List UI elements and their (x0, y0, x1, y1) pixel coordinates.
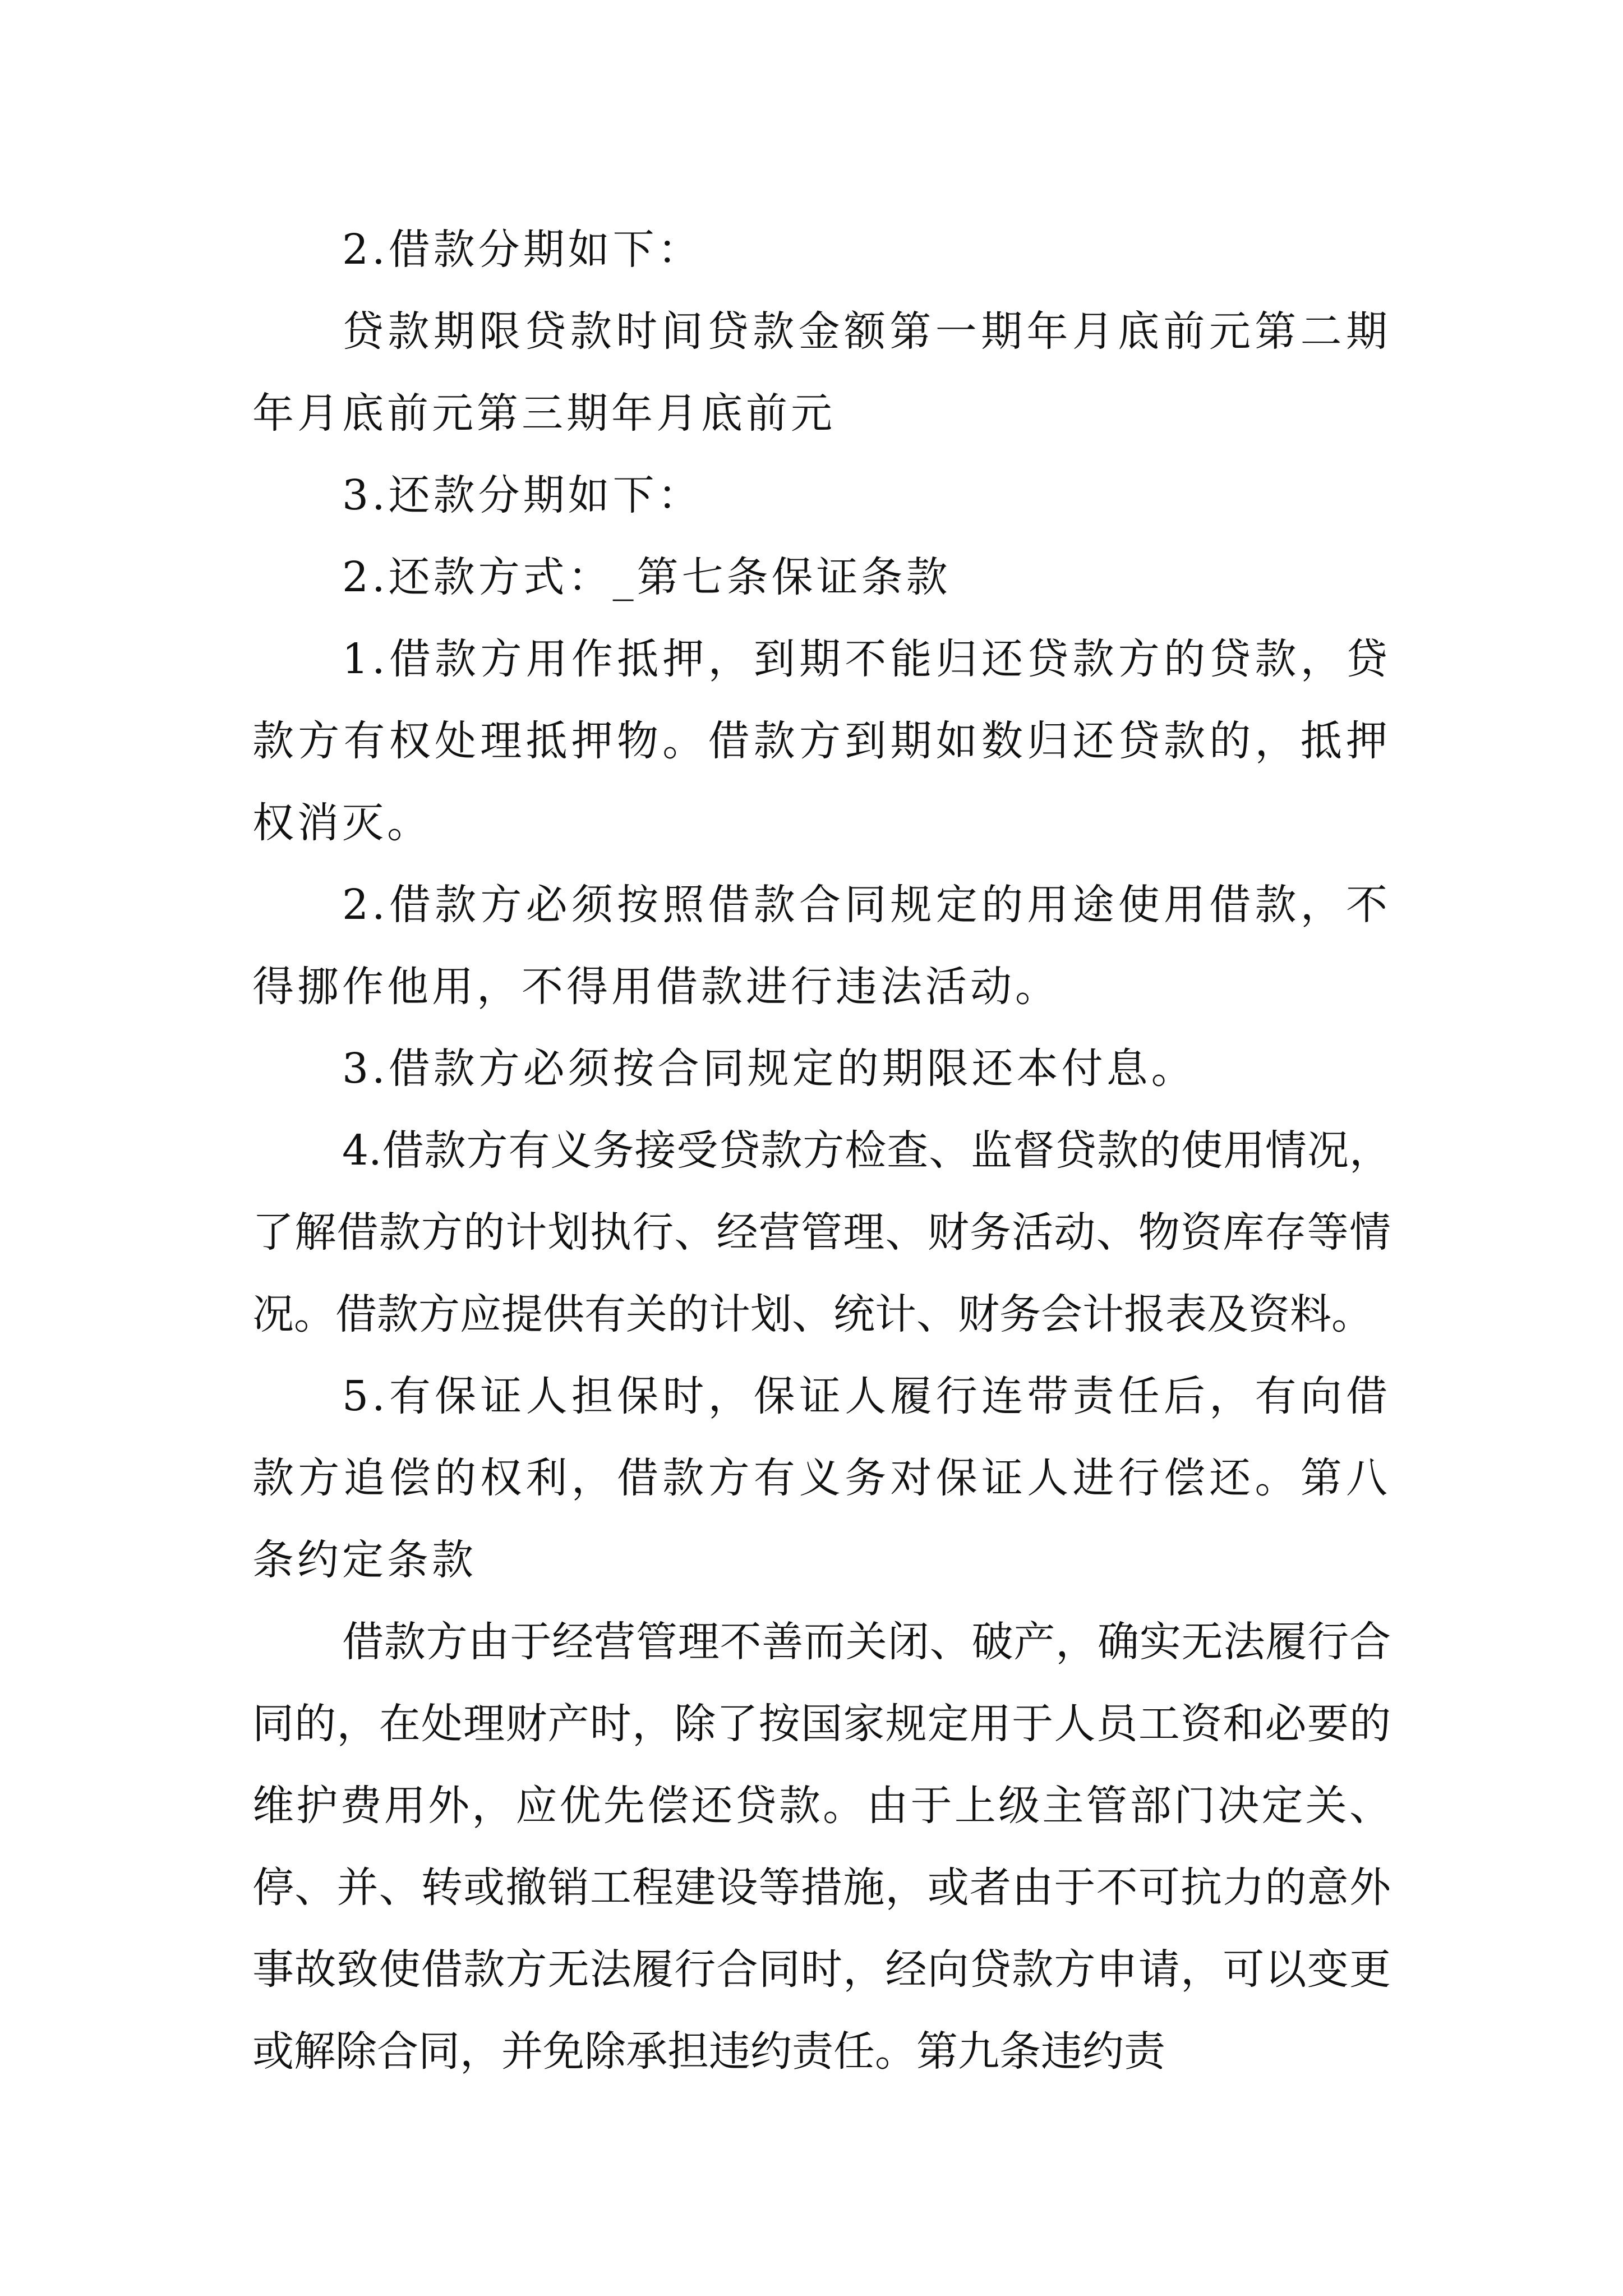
paragraph-guarantee-clause-5: 5.有保证人担保时，保证人履行连带责任后，有向借款方追偿的权利，借款方有义务对保证人进行偿还。第八条约定条款 (252, 1372, 1391, 1584)
paragraph-agreed-terms: 借款方由于经营管理不善而关闭、破产，确实无法履行合同的，在处理财产时，除了按国家规定用于人员工资和必要的维护费用外，应优先偿还贷款。由于上级主管部门决定关、停、并、转或撤销工程建设等措施，或者由于不可抗力的意外事故致使借款方无法履行合同时，经向贷款方申请，可以变更或解除合同，并免除承担违约责任。第九条违约责 (252, 1618, 1391, 2076)
paragraph-guarantee-clause-1: 1.借款方用作抵押，到期不能归还贷款方的贷款，贷款方有权处理抵押物。借款方到期如数归还贷款的，抵押权消灭。 (252, 635, 1391, 847)
paragraph-repayment-method: 2.还款方式：_第七条保证条款 (342, 553, 951, 601)
paragraph-loan-period-table: 贷款期限贷款时间贷款金额第一期年月底前元第二期年月底前元第三期年月底前元 (252, 307, 1391, 438)
paragraph-guarantee-clause-3: 3.借款方必须按合同规定的期限还本付息。 (342, 1045, 1196, 1093)
document-body (252, 209, 1391, 2092)
paragraph-repayment-installments-heading: 3.还款分期如下： (342, 471, 703, 519)
paragraph-guarantee-clause-4: 4.借款方有义务接受贷款方检查、监督贷款的使用情况，了解借款方的计划执行、经营管理、财务活动、物资库存等情况。借款方应提供有关的计划、统计、财务会计报表及资料。 (252, 1126, 1391, 1338)
paragraph-guarantee-clause-2: 2.借款方必须按照借款合同规定的用途使用借款，不得挪作他用，不得用借款进行违法活动。 (252, 881, 1391, 1011)
paragraph-loan-installments-heading: 2.借款分期如下： (342, 226, 703, 274)
